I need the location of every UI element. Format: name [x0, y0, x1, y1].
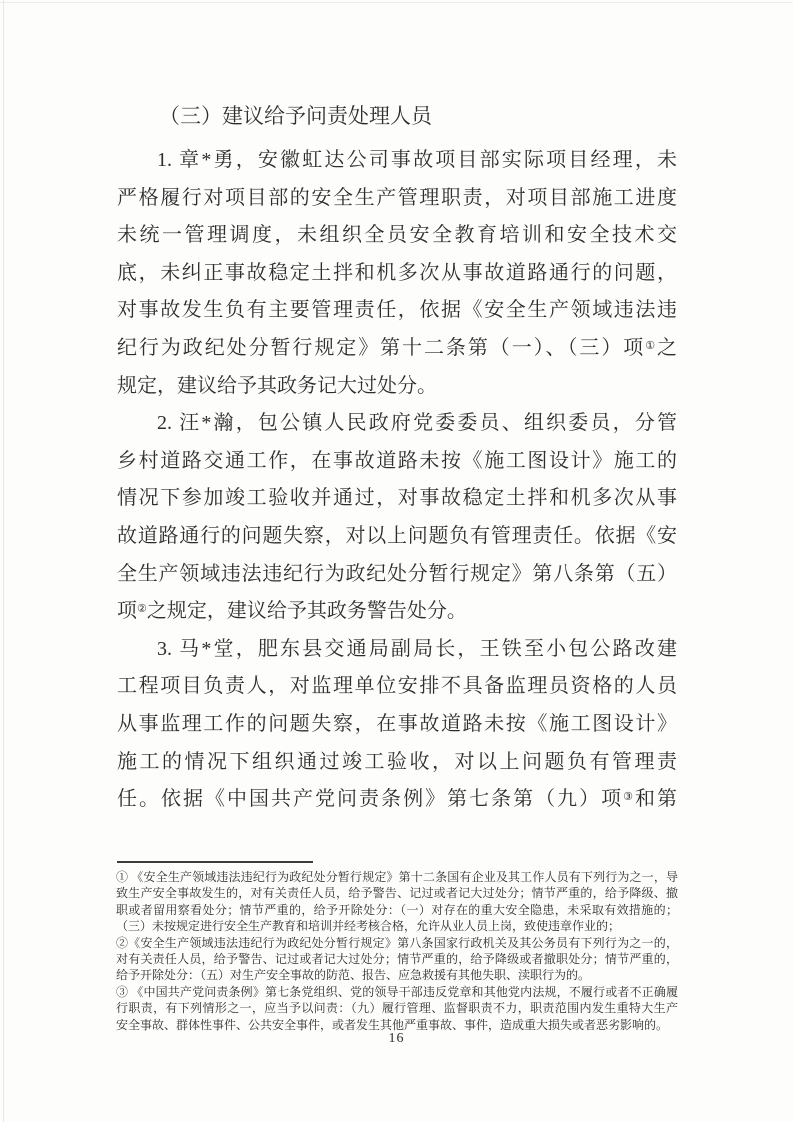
footnote-line: （三）未按规定进行安全生产教育和培训并经考核合格，允许从业人员上岗，致使违章作业的；: [116, 919, 621, 934]
footnote-reference-mark: ②: [137, 603, 147, 616]
footnote-line: 安全事故、群体性事件、公共安全事件，或者发生其他严重事故、事件，造成重大损失或者恶劣影响的。: [116, 1017, 669, 1032]
footnote-line: 行职责，有下列情形之一，应当予以问责：（九）履行管理、监督职责不力，职责范围内发生重特大生产: [116, 1001, 678, 1016]
body-line: 3. 马*堂，肥东县交通局副局长，王铁至小包公路改建: [157, 637, 677, 660]
scan-edge-top: [0, 2, 793, 3]
body-line: 全生产领域违法违纪行为政纪处分暂行规定》第八条第（五）: [117, 562, 677, 585]
body-line: 工程项目负责人，对监理单位安排不具备监理员资格的人员: [117, 675, 677, 698]
footnote-line: ③ 《中国共产党问责条例》第七条党组织、党的领导干部违反党章和其他党内法规，不履行或者不正确履: [116, 984, 678, 999]
body-line: 项②之规定，建议给予其政务警告处分。: [117, 600, 467, 623]
footnote-line: 对有关责任人员，给予警告、记过或者记大过处分；情节严重的，给予降级或者撤职处分；情节严重的，: [116, 951, 678, 966]
body-text: [117, 96, 677, 819]
body-line: 严格履行对项目部的安全生产管理职责，对项目部施工进度: [117, 186, 677, 209]
body-line: 底，未纠正事故稳定土拌和机多次从事故道路通行的问题，: [117, 261, 677, 284]
page-number: 16: [388, 1031, 405, 1046]
body-line: 规定，建议给予其政务记大过处分。: [117, 374, 437, 397]
footnote-line: 给予开除处分：（五）对生产安全事故的防范、报告、应急救援有其他失职、渎职行为的。: [116, 968, 591, 983]
body-line: 对事故发生负有主要管理责任，依据《安全生产领域违法违: [117, 299, 677, 322]
footnote-line: 职或者留用察看处分；情节严重的，给予开除处分：（一）对存在的重大安全隐患，未采取有效措施的；: [116, 902, 678, 917]
footnote-separator: [117, 861, 313, 863]
body-line: 施工的情况下组织通过竣工验收，对以上问题负有管理责: [117, 750, 677, 773]
footnote-reference-mark: ①: [645, 339, 657, 352]
body-line: 乡村道路交通工作，在事故道路未按《施工图设计》施工的: [117, 449, 677, 472]
body-line: 故道路通行的问题失察，对以上问题负有管理责任。依据《安: [117, 524, 677, 547]
section-heading: （三）建议给予问责处理人员: [159, 104, 432, 128]
body-paragraphs: [117, 142, 677, 819]
body-line: 2. 汪*瀚，包公镇人民政府党委委员、组织委员，分管: [157, 412, 677, 435]
body-line: 情况下参加竣工验收并通过，对事故稳定土拌和机多次从事: [117, 487, 677, 510]
body-line: 1. 章*勇，安徽虹达公司事故项目部实际项目经理，未: [157, 149, 677, 171]
body-line: 从事监理工作的问题失察，在事故道路未按《施工图设计》: [117, 712, 677, 735]
scan-edge-left: [3, 0, 4, 1122]
body-line: 任。依据《中国共产党问责条例》第七条第（九）项③和第: [117, 788, 677, 811]
footnote-line: 致生产安全事故发生的，对有关责任人员，给予警告、记过或者记大过处分；情节严重的，给予降级、撤: [116, 886, 678, 901]
footnote-line: ① 《安全生产领域违法违纪行为政纪处分暂行规定》第十二条国有企业及其工作人员有下列行为之一，导: [116, 870, 678, 884]
footnote-line: ②《安全生产领域违法违纪行为政纪处分暂行规定》第八条国家行政机关及其公务员有下列行为之一的，: [116, 935, 678, 950]
footnotes: [116, 869, 678, 1033]
body-line: 未统一管理调度，未组织全员安全教育培训和安全技术交: [117, 224, 677, 247]
body-line: 纪行为政纪处分暂行规定》第十二条第（一）、（三）项①之: [117, 336, 677, 359]
footnote-reference-mark: ③: [623, 791, 635, 804]
